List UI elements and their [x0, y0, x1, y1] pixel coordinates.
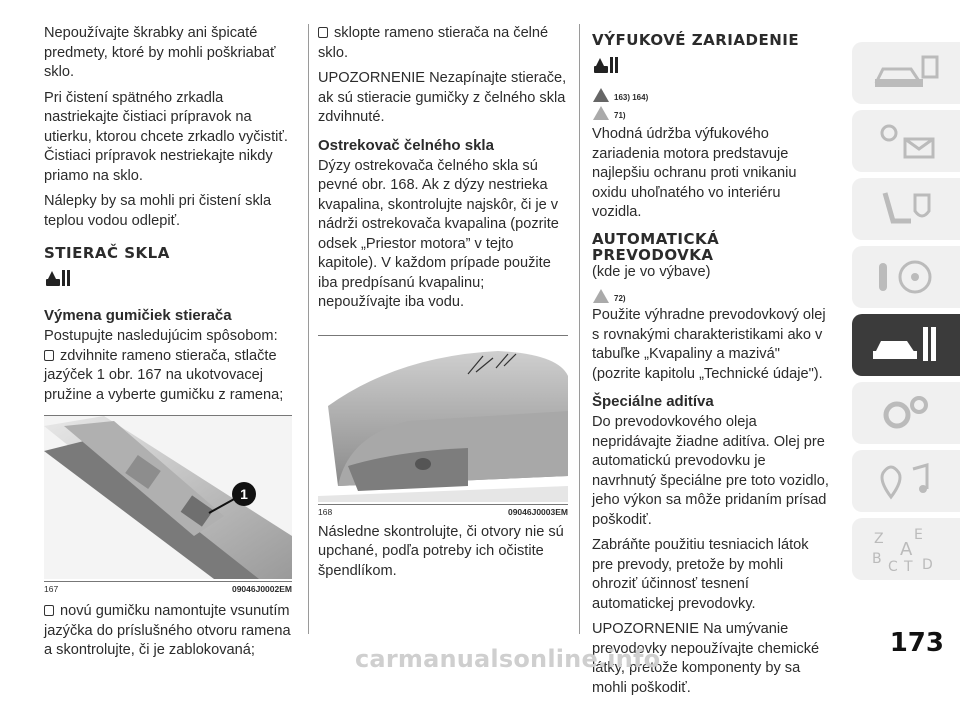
tool-icon [592, 54, 622, 76]
callout-label: 1 [240, 486, 248, 502]
subheading: Špeciálne aditíva [592, 393, 714, 410]
car-hood-image [318, 336, 568, 502]
svg-text:Z: Z [874, 531, 884, 547]
svg-text:E: E [914, 527, 923, 543]
column-2 [318, 24, 568, 587]
figure-code: 09046J0002EM [231, 584, 292, 594]
warning-reference: 163) 164) [592, 87, 832, 103]
tab-technical-data[interactable] [852, 382, 960, 444]
figure-caption [318, 507, 568, 517]
page-number: 173 [889, 628, 944, 658]
paragraph: Následne skontrolujte, či otvory nie sú upchané, podľa potreby ich očistite špendlíkom. [318, 523, 564, 579]
figure-168 [318, 335, 568, 517]
checkbox-bullet-icon [44, 350, 54, 361]
list-item: novú gumičku namontujte vsunutím jazýčka do príslušného otvoru ramena a skontrolujte, či je zablokovaná; [44, 603, 291, 658]
car-info-icon [871, 51, 941, 95]
tab-multimedia[interactable] [852, 450, 960, 512]
column-1 [44, 24, 292, 661]
paragraph: Do prevodovkového oleja nepridávajte žiadne aditíva. Olej pre automatickú prevodovku je navrhnutý špeciálne pre toto vozidlo, jeho výkon sa môže pridaním prísad poškodiť. [592, 414, 829, 528]
column-divider [308, 24, 309, 634]
tab-seat-safety[interactable] [852, 178, 960, 240]
paragraph: Dýzy ostrekovača čelného skla sú pevné obr. 168. Ak z dýzy nestrieka kvapalina, skontrolujte najskôr, či je v nádrži ostrekovača kvapalina (pozrite odsek „Priestor motora” v tejto kapitole). V každom prípade použite iba predpísanú kvapalinu; nepoužívajte iba vodu. [318, 157, 559, 310]
column-3 [592, 24, 832, 704]
tab-car-info[interactable] [852, 42, 960, 104]
paragraph: Zabráňte použitiu tesniacich látok pre prevody, pretože by mohli ohroziť účinnosť tesnení automatickej prevodovky. [592, 537, 809, 612]
subheading: Ostrekovač čelného skla [318, 136, 494, 154]
tool-icon [44, 267, 74, 289]
map-pin-music-icon [871, 459, 941, 503]
checkbox-bullet-icon [44, 605, 54, 616]
paragraph: UPOZORNENIE Nezapínajte stierače, ak sú stieracie gumičky z čelného skla zdvihnuté. [318, 70, 567, 125]
key-steering-icon [871, 255, 941, 299]
caution-reference: 71) [592, 105, 832, 121]
gears-icon [871, 391, 941, 435]
seat-safety-icon [871, 187, 941, 231]
caution-reference: 72) [592, 288, 832, 304]
tab-maintenance[interactable] [852, 314, 960, 376]
checkbox-bullet-icon [318, 27, 328, 38]
section-heading: AUTOMATICKÁ PREVODOVKA [592, 229, 720, 264]
paragraph: Pri čistení spätného zrkadla nastriekajte čistiaci prípravok na utierku, ktorou chcete zrkadlo vyčistiť. Čistiaci prípravok nestriekajte nikdy priamo na sklo. [44, 89, 288, 184]
paragraph: Nálepky by sa mohli pri čistení skla teplou vodou odlepiť. [44, 193, 272, 229]
paragraph: Vhodná údržba výfukového zariadenia motora predstavuje najlepšiu ochranu proti vnikaniu oxidu uhoľnatého vo interiéru vozidla. [592, 126, 797, 220]
chapter-sidebar [852, 42, 960, 586]
subheading: Výmena gumičiek stierača [44, 307, 232, 324]
paragraph: Postupujte nasledujúcim spôsobom: [44, 328, 278, 344]
svg-text:T: T [904, 559, 913, 573]
section-heading: VÝFUKOVÉ ZARIADENIE [592, 31, 800, 49]
svg-text:C: C [888, 559, 898, 573]
watermark: carmanualsonline.info [355, 645, 661, 673]
list-item: sklopte rameno stierača na čelné sklo. [318, 25, 549, 61]
svg-text:B: B [872, 551, 882, 567]
wiper-blade-image [44, 416, 292, 579]
paragraph: Nepoužívajte škrabky ani špicaté predmety, ktoré by mohli poškriabať sklo. [44, 25, 276, 80]
list-item: zdvihnite rameno stierača, stlačte jazýček 1 obr. 167 na ukotvovacej pružine a vyberte gumičku z ramena; [44, 347, 284, 403]
tab-key-steering[interactable] [852, 246, 960, 308]
figure-167 [44, 415, 292, 594]
figure-caption [44, 584, 292, 594]
figure-number: 168 [318, 506, 333, 517]
tab-index[interactable] [852, 518, 960, 580]
figure-code: 09046J0003EM [507, 506, 568, 517]
alphabet-index-icon [866, 525, 946, 573]
tab-warning-lights[interactable] [852, 110, 960, 172]
warning-lights-icon [871, 119, 941, 163]
svg-text:D: D [922, 557, 933, 573]
heading-note: (kde je vo výbave) [592, 263, 711, 280]
caution-triangle-icon [592, 105, 610, 121]
paragraph: Použite výhradne prevodovkový olej s rovnakými charakteristikami ako v tabuľke „Kvapaliny a mazivá" (pozrite kapitolu „Technické údaje"). [592, 307, 826, 382]
section-heading: STIERAČ SKLA [44, 244, 170, 262]
caution-triangle-icon [592, 288, 610, 304]
paragraph: UPOZORNENIE Na umývanie prevodovky nepoužívajte chemické látky, pretože komponenty by sa mohli poškodiť. [592, 621, 820, 696]
figure-number: 167 [44, 584, 59, 594]
car-wrench-icon [871, 323, 941, 367]
svg-text:A: A [900, 539, 913, 560]
column-divider [579, 24, 580, 634]
warning-triangle-icon [592, 87, 610, 103]
